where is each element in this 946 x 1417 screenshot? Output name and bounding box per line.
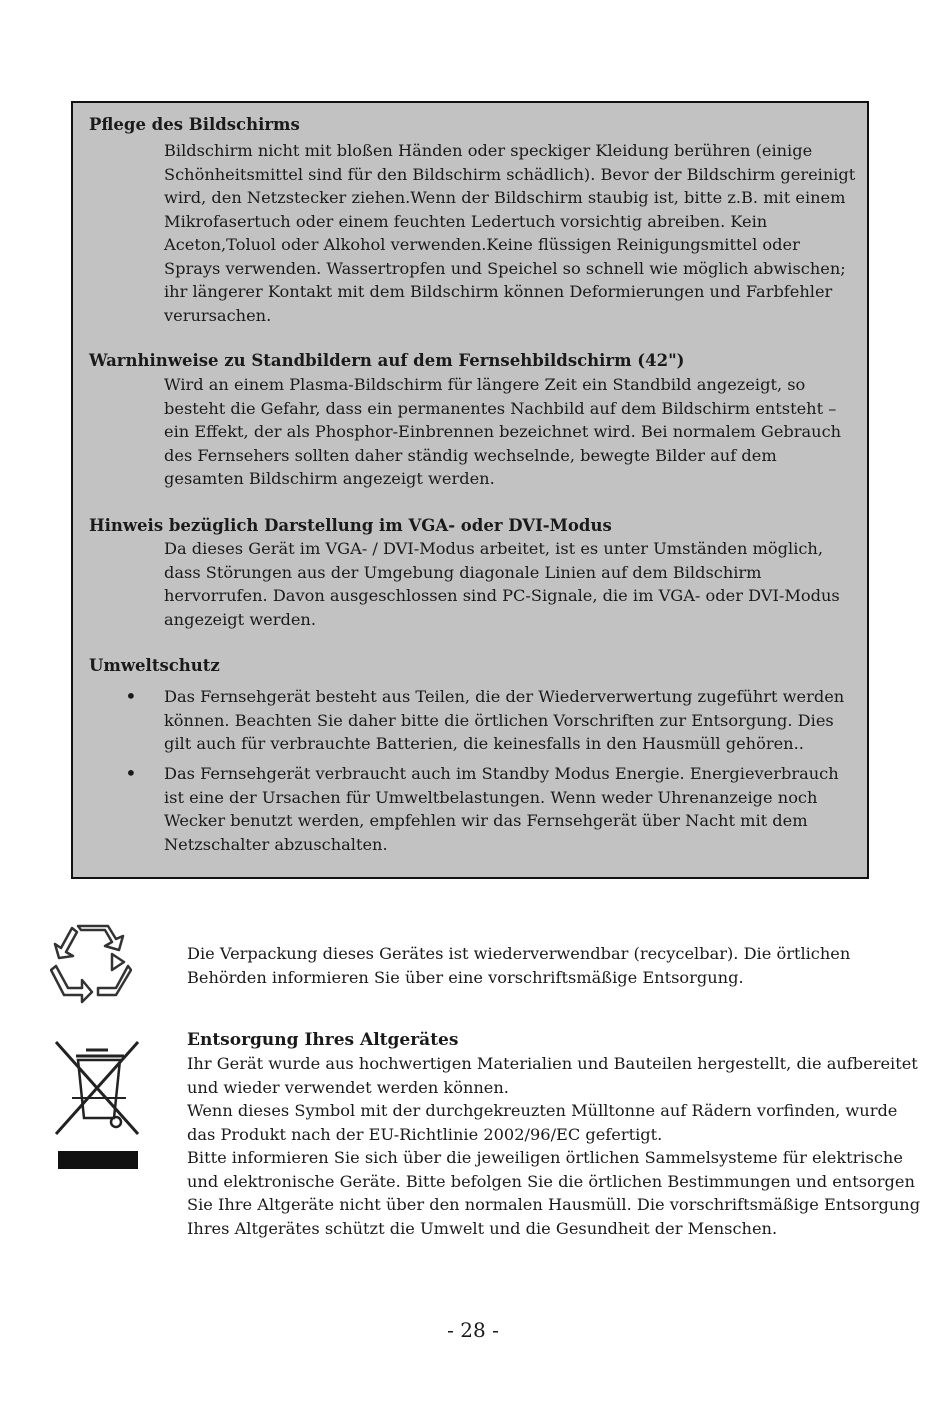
disposal-paragraph-1: Ihr Gerät wurde aus hochwertigen Materialien und Bauteilen hergestellt, die aufbereitet und wieder verwendet werden können. [187, 1054, 918, 1097]
screen-care-heading: Pflege des Bildschirms [89, 115, 300, 134]
disposal-paragraph-2: Wenn dieses Symbol mit der durchgekreuzten Mülltonne auf Rädern vorfinden, wurde das Produkt nach der EU-Richtlinie 2002/96/EC gefertigt. [187, 1101, 898, 1144]
crossed-out-bin-icon [52, 1040, 142, 1170]
screen-care-text: Bildschirm nicht mit bloßen Händen oder speckiger Kleidung berühren (einige Schönheitsmittel sind für den Bildschirm schädlich). Bevor der Bildschirm gereinigt wird, den Netzstecker ziehen.Wenn der Bildschirm staubig ist, bitte z.B. mit einem Mikrofasertuch oder einem feuchten Ledertuch vorsichtig abreiben. Kein Aceton,Toluol oder Alkohol verwenden.Keine flüssigen Reinigungsmittel oder Sprays verwenden. Wassertropfen und Speichel so schnell wie möglich abwischen; ihr längerer Kontakt mit dem Bildschirm können Deformierungen und Farbfehler verursachen. [164, 141, 856, 325]
vga-dvi-text: Da dieses Gerät im VGA- / DVI-Modus arbeitet, ist es unter Umständen möglich, dass Störungen aus der Umgebung diagonale Linien auf dem Bildschirm hervorrufen. Davon ausgeschlossen sind PC-Signale, die im VGA- oder DVI-Modus angezeigt werden. [164, 539, 840, 629]
environment-heading: Umweltschutz [89, 656, 220, 675]
environment-item-2: Das Fernsehgerät verbraucht auch im Standby Modus Energie. Energieverbrauch ist eine der Ursachen für Umweltbelastungen. Wenn weder Uhrenanzeige noch Wecker benutzt werden, empfehlen wir das Fernsehgerät über Nacht mit dem Netzschalter abzuschalten. [164, 764, 839, 854]
disposal-heading: Entsorgung Ihres Altgerätes [187, 1030, 459, 1050]
bullet-icon: • [125, 684, 137, 708]
packaging-text: Die Verpackung dieses Gerätes ist wiederverwendbar (recycelbar). Die örtlichen Behörden informieren Sie über eine vorschriftsmäßige Entsorgung. [187, 944, 851, 987]
still-images-text: Wird an einem Plasma-Bildschirm für längere Zeit ein Standbild angezeigt, so besteht die Gefahr, dass ein permanentes Nachbild auf dem Bildschirm entsteht – ein Effekt, der als Phosphor-Einbrennen bezeichnet wird. Bei normalem Gebrauch des Fernsehers sollten daher ständig wechselnde, bewegte Bilder auf dem gesamten Bildschirm angezeigt werden. [164, 375, 842, 488]
recycle-icon [50, 924, 132, 1004]
care-notes-box [71, 101, 869, 879]
environment-item-1: Das Fernsehgerät besteht aus Teilen, die der Wiederverwertung zugeführt werden können. Beachten Sie daher bitte die örtlichen Vorschriften zur Entsorgung. Dies gilt auch für verbrauchte Batterien, die keinesfalls in den Hausmüll gehören.. [164, 687, 845, 753]
vga-dvi-heading: Hinweis bezüglich Darstellung im VGA- oder DVI-Modus [89, 516, 612, 535]
disposal-paragraph-3: Bitte informieren Sie sich über die jeweiligen örtlichen Sammelsysteme für elektrische und elektronische Geräte. Bitte befolgen Sie die örtlichen Bestimmungen und entsorgen Sie Ihre Altgeräte nicht über den normalen Hausmüll. Die vorschriftsmäßige Entsorgung Ihres Altgerätes schützt die Umwelt und die Gesundheit der Menschen. [187, 1148, 921, 1238]
page-number: - 28 - [447, 1318, 499, 1342]
still-images-heading: Warnhinweise zu Standbildern auf dem Fernsehbildschirm (42") [89, 351, 685, 370]
bullet-icon: • [125, 761, 137, 785]
